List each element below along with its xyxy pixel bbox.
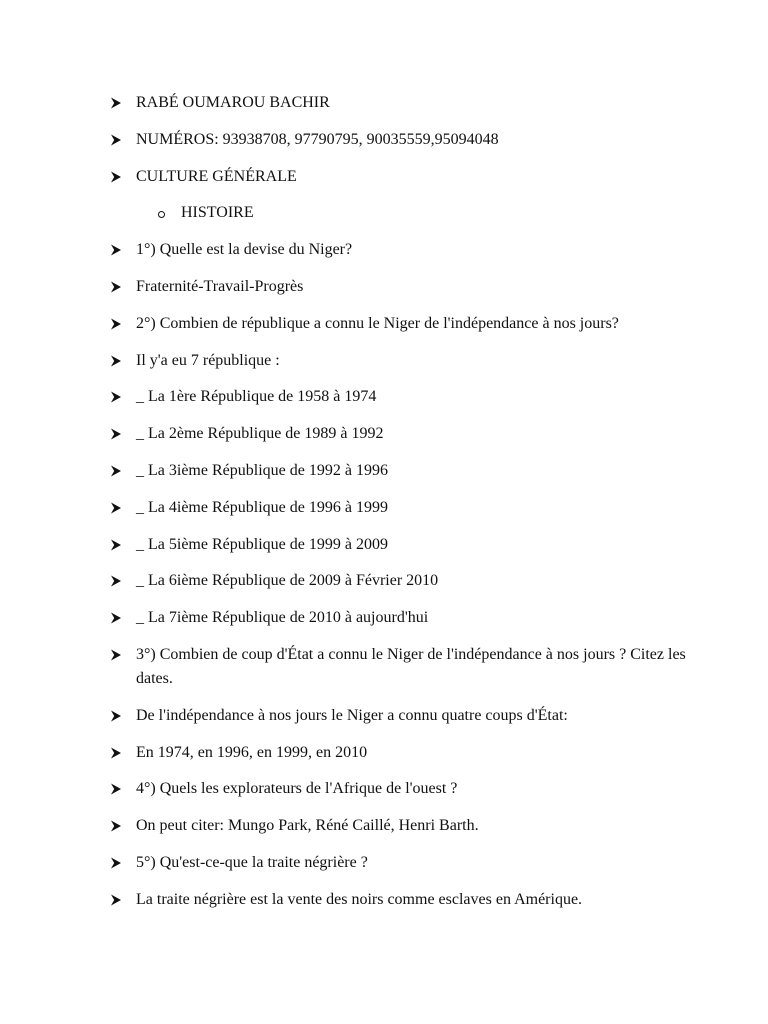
- arrow-bullet-icon: [110, 649, 122, 661]
- list-item: [0, 459, 768, 483]
- list-item: [0, 606, 768, 630]
- list-item: [0, 496, 768, 520]
- list-item: [0, 165, 768, 189]
- arrow-bullet-icon: [110, 575, 122, 587]
- list-item-text: De l'indépendance à nos jours le Niger a connu quatre coups d'État:: [136, 706, 568, 724]
- list-item-text: _ La 6ième République de 2009 à Février 2010: [136, 572, 439, 590]
- arrow-bullet-icon: [110, 894, 122, 906]
- circle-bullet-icon: [158, 211, 165, 218]
- arrow-bullet-icon: [110, 97, 122, 109]
- arrow-bullet-icon: [110, 747, 122, 759]
- list-item: [0, 643, 768, 691]
- sub-list-item: [0, 201, 768, 225]
- arrow-bullet-icon: [110, 428, 122, 440]
- bullet-list: [0, 91, 768, 925]
- list-item: [0, 422, 768, 446]
- list-item: [0, 91, 768, 115]
- list-item: [0, 128, 768, 152]
- list-item: [0, 851, 768, 875]
- list-item-text: La traite négrière est la vente des noirs comme esclaves en Amérique.: [136, 890, 583, 908]
- arrow-bullet-icon: [110, 134, 122, 146]
- list-item-text: HISTOIRE: [181, 204, 254, 222]
- list-item: [0, 569, 768, 593]
- arrow-bullet-icon: [110, 465, 122, 477]
- list-item-text: On peut citer: Mungo Park, Réné Caillé, Henri Barth.: [136, 817, 479, 835]
- list-item: [0, 533, 768, 557]
- list-item-text: Il y'a eu 7 république :: [136, 351, 280, 369]
- list-item-text: _ La 1ère République de 1958 à 1974: [136, 388, 377, 406]
- list-item-text: 1°) Quelle est la devise du Niger?: [136, 241, 353, 259]
- list-item: [0, 349, 768, 373]
- list-item-text: _ La 2ème République de 1989 à 1992: [136, 425, 384, 443]
- list-item-text: CULTURE GÉNÉRALE: [136, 167, 297, 185]
- list-item: [0, 275, 768, 299]
- list-item-text: _ La 5ième République de 1999 à 2009: [136, 535, 388, 553]
- list-item: [0, 741, 768, 765]
- list-item-text: 4°) Quels les explorateurs de l'Afrique de l'ouest ?: [136, 780, 458, 798]
- list-item: [0, 704, 768, 728]
- list-item: [0, 238, 768, 262]
- arrow-bullet-icon: [110, 281, 122, 293]
- arrow-bullet-icon: [110, 502, 122, 514]
- list-item-text: En 1974, en 1996, en 1999, en 2010: [136, 743, 368, 761]
- list-item: [0, 814, 768, 838]
- list-item-text: 3°) Combien de coup d'État a connu le Niger de l'indépendance à nos jours ? Citez les dates.: [136, 645, 686, 687]
- arrow-bullet-icon: [110, 539, 122, 551]
- list-item-text: Fraternité-Travail-Progrès: [136, 277, 304, 295]
- arrow-bullet-icon: [110, 783, 122, 795]
- list-item-text: _ La 3ième République de 1992 à 1996: [136, 461, 388, 479]
- list-item-text: 5°) Qu'est-ce-que la traite négrière ?: [136, 853, 368, 871]
- arrow-bullet-icon: [110, 171, 122, 183]
- list-item-text: RABÉ OUMAROU BACHIR: [136, 94, 330, 111]
- arrow-bullet-icon: [110, 710, 122, 722]
- arrow-bullet-icon: [110, 612, 122, 624]
- list-item-text: _ La 4ième République de 1996 à 1999: [136, 498, 388, 516]
- list-item: [0, 888, 768, 912]
- list-item-text: _ La 7ième République de 2010 à aujourd'hui: [136, 609, 429, 627]
- list-item: [0, 385, 768, 409]
- arrow-bullet-icon: [110, 857, 122, 869]
- arrow-bullet-icon: [110, 318, 122, 330]
- list-item: [0, 312, 768, 336]
- arrow-bullet-icon: [110, 355, 122, 367]
- arrow-bullet-icon: [110, 244, 122, 256]
- arrow-bullet-icon: [110, 391, 122, 403]
- list-item-text: NUMÉROS: 93938708, 97790795, 90035559,95094048: [136, 130, 499, 148]
- arrow-bullet-icon: [110, 820, 122, 832]
- list-item-text: 2°) Combien de république a connu le Niger de l'indépendance à nos jours?: [136, 314, 619, 332]
- list-item: [0, 777, 768, 801]
